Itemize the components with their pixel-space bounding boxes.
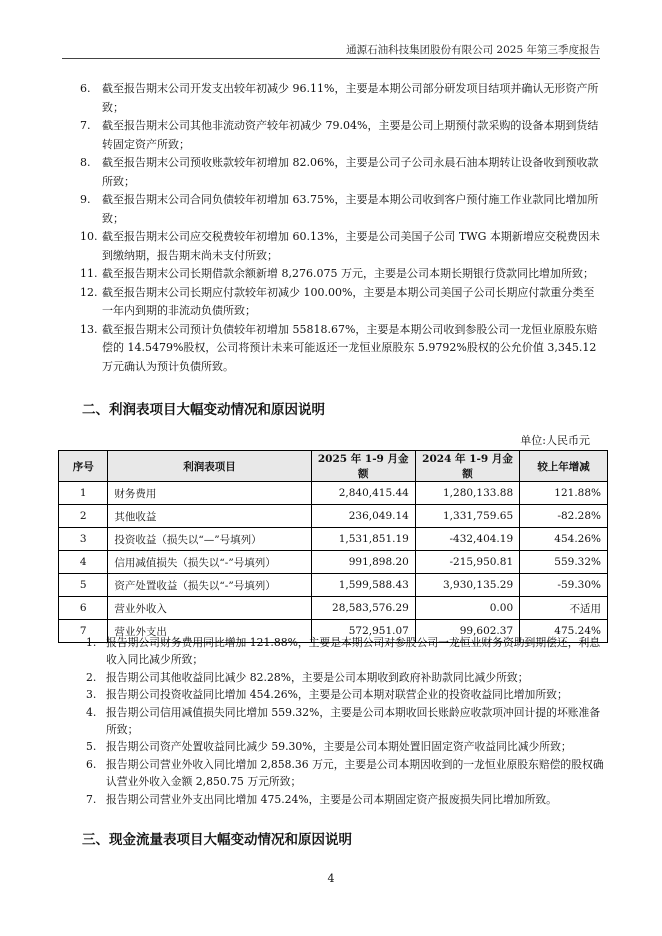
list-item-text: 截至报告期末公司开发支出较年初减少 96.11%，主要是本期公司部分研发项目结项并确认无形资产所致； xyxy=(102,82,599,114)
table-cell: 3 xyxy=(59,528,108,551)
table-cell: -82.28% xyxy=(520,505,608,528)
table-cell: 信用减值损失（损失以“-”号填列） xyxy=(108,551,311,574)
table-cell: 121.88% xyxy=(520,482,608,505)
list-item-text: 报告期公司其他收益同比减少 82.28%，主要是公司本期收到政府补助款同比减少所致； xyxy=(106,670,529,684)
table-row xyxy=(59,482,608,505)
list-item-text: 报告期公司营业外支出同比增加 475.24%，主要是公司本期固定资产报废损失同比增加所致。 xyxy=(106,792,557,806)
list-item xyxy=(80,321,605,377)
table-row xyxy=(59,597,608,620)
list-item xyxy=(86,756,606,791)
table-cell: 营业外支出 xyxy=(108,620,311,643)
table-cell: 454.26% xyxy=(520,528,608,551)
page-number: 4 xyxy=(327,872,335,885)
list-item xyxy=(80,228,605,265)
list-item xyxy=(80,117,605,154)
list-item-text: 报告期公司财务费用同比增加 121.88%，主要是本期公司对参股公司一龙恒业财务资助到期偿还，利息收入同比减少所致； xyxy=(106,636,601,667)
report-header: 通源石油科技集团股份有限公司 2025 年第三季度报告 xyxy=(346,44,600,56)
column-header: 序号 xyxy=(59,451,108,482)
table-cell: -215,950.81 xyxy=(415,551,519,574)
list-item-number: 1. xyxy=(86,636,97,649)
list-item-number: 7. xyxy=(86,792,97,806)
list-item-number: 6. xyxy=(86,757,97,771)
table-cell: 6 xyxy=(59,597,108,620)
list-item-text: 报告期公司营业外收入同比增加 2,858.36 万元，主要是公司本期因收到的一龙恒业原股东赔偿的股权确认营业外收入金额 2,850.75 万元所致； xyxy=(106,757,604,789)
list-item-number: 5. xyxy=(86,740,97,754)
column-header: 利润表项目 xyxy=(108,451,311,482)
table-cell: 不适用 xyxy=(520,597,608,620)
list-item-number: 12. xyxy=(80,285,98,299)
list-item-number: 11. xyxy=(80,267,98,280)
table-cell: -59.30% xyxy=(520,574,608,597)
table-cell: 3,930,135.29 xyxy=(415,574,519,597)
list-item-number: 6. xyxy=(80,82,91,95)
table-cell: 1 xyxy=(59,482,108,505)
income-statement-notes xyxy=(86,634,606,808)
header-divider xyxy=(62,58,600,59)
list-item xyxy=(86,738,606,755)
table-cell: 4 xyxy=(59,551,108,574)
list-item xyxy=(80,80,605,117)
list-item-text: 截至报告期末公司长期借款余额新增 8,276.075 万元，主要是公司本期长期银行贷款同比增加所致； xyxy=(102,267,594,280)
table-row xyxy=(59,574,608,597)
list-item-number: 8. xyxy=(80,156,91,169)
table-cell: 资产处置收益（损失以“-”号填列） xyxy=(108,574,311,597)
list-item-text: 截至报告期末公司应交税费较年初增加 60.13%，主要是公司美国子公司 TWG 本期新增应交税费因未到缴纳期，报告期末尚未支付所致； xyxy=(102,230,600,262)
list-item-number: 10. xyxy=(80,230,98,243)
list-item-text: 截至报告期末公司预收账款较年初增加 82.06%，主要是公司子公司永晨石油本期转让设备收到预收款所致； xyxy=(102,156,599,188)
list-item xyxy=(80,265,605,284)
table-row xyxy=(59,528,608,551)
list-item xyxy=(86,791,606,808)
section-title-cash-flow: 三、现金流量表项目大幅变动情况和原因说明 xyxy=(82,832,352,848)
table-cell: 其他收益 xyxy=(108,505,311,528)
table-cell: 1,531,851.19 xyxy=(311,528,415,551)
list-item-number: 3. xyxy=(86,688,97,702)
list-item-number: 13. xyxy=(80,322,98,336)
list-item xyxy=(80,191,605,228)
table-cell: 1,599,588.43 xyxy=(311,574,415,597)
table-cell: 1,280,133.88 xyxy=(415,482,519,505)
table-cell: 572,951.07 xyxy=(311,620,415,643)
balance-sheet-notes xyxy=(80,80,605,376)
list-item-number: 2. xyxy=(86,670,97,684)
table-body xyxy=(59,482,608,643)
column-header: 较上年增减 xyxy=(520,451,608,482)
list-item-number: 9. xyxy=(80,193,91,206)
table-cell: 财务费用 xyxy=(108,482,311,505)
list-item xyxy=(86,704,606,739)
list-item-text: 截至报告期末公司预计负债较年初增加 55818.67%，主要是本期公司收到参股公司一龙恒业原股东赔偿的 14.5479%股权，公司将预计未来可能返还一龙恒业原股东 5.9792%股权的公允价值 3,345.12 万元确认为预计负债所致。 xyxy=(102,322,598,373)
list-item xyxy=(86,686,606,703)
table-cell: 0.00 xyxy=(415,597,519,620)
table-row xyxy=(59,505,608,528)
table-cell: 7 xyxy=(59,620,108,643)
table-cell: 991,898.20 xyxy=(311,551,415,574)
table-cell: 5 xyxy=(59,574,108,597)
table-cell: 投资收益（损失以“—”号填列） xyxy=(108,528,311,551)
table-cell: 99,602.37 xyxy=(415,620,519,643)
table-cell: 1,331,759.65 xyxy=(415,505,519,528)
list-item xyxy=(86,634,606,669)
list-item-number: 4. xyxy=(86,705,97,719)
table-cell: 28,583,576.29 xyxy=(311,597,415,620)
list-item-text: 截至报告期末公司合同负债较年初增加 63.75%，主要是本期公司收到客户预付施工作业款同比增加所致； xyxy=(102,193,599,225)
income-statement-table xyxy=(58,450,608,643)
table-cell: 559.32% xyxy=(520,551,608,574)
table-cell: 营业外收入 xyxy=(108,597,311,620)
list-item-text: 报告期公司信用减值损失同比增加 559.32%，主要是公司本期收回长账龄应收款项冲回计提的坏账准备所致； xyxy=(106,705,601,737)
table-header-row xyxy=(59,451,608,482)
column-header: 2024 年 1-9 月金额 xyxy=(415,451,519,482)
table-cell: 236,049.14 xyxy=(311,505,415,528)
table-cell: 475.24% xyxy=(520,620,608,643)
column-header: 2025 年 1-9 月金额 xyxy=(311,451,415,482)
list-item xyxy=(86,669,606,686)
table-row xyxy=(59,551,608,574)
table-cell: 2 xyxy=(59,505,108,528)
list-item-text: 截至报告期末公司长期应付款较年初减少 100.00%，主要是本期公司美国子公司长期应付款重分类至一年内到期的非流动负债所致； xyxy=(102,285,595,317)
table-cell: 2,840,415.44 xyxy=(311,482,415,505)
currency-unit: 单位:人民币元 xyxy=(520,434,590,447)
list-item-number: 7. xyxy=(80,119,91,132)
list-item xyxy=(80,284,605,321)
list-item xyxy=(80,154,605,191)
list-item-text: 报告期公司资产处置收益同比减少 59.30%，主要是公司本期处置旧固定资产收益同比减少所致； xyxy=(106,740,572,754)
list-item-text: 报告期公司投资收益同比增加 454.26%，主要是公司本期对联营企业的投资收益同比增加所致； xyxy=(106,688,568,702)
list-item-text: 截至报告期末公司其他非流动资产较年初减少 79.04%，主要是公司上期预付款采购的设备本期到货结转固定资产所致； xyxy=(102,119,599,151)
section-title-income-statement: 二、利润表项目大幅变动情况和原因说明 xyxy=(82,402,325,418)
table-cell: -432,404.19 xyxy=(415,528,519,551)
